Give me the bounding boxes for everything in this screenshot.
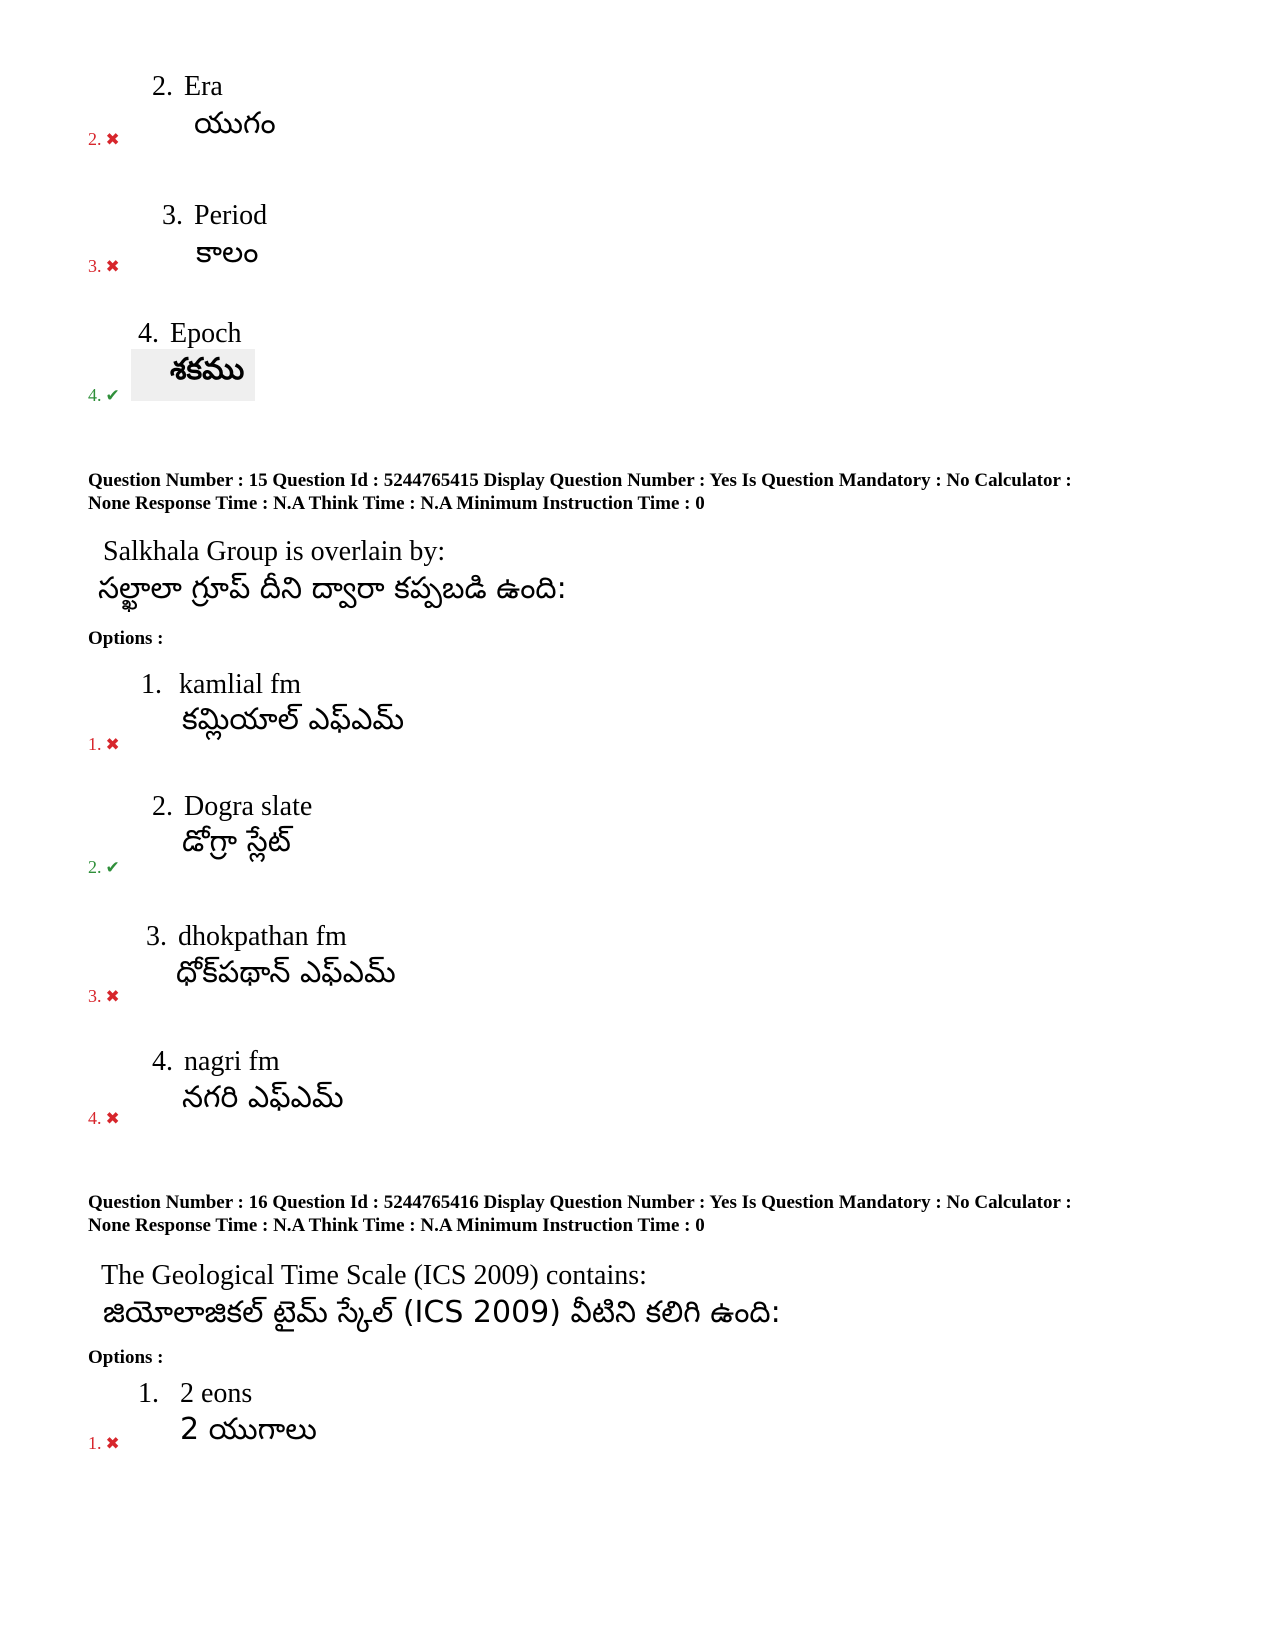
option-te: ధోక్‌పథాన్ ఎఫ్ఎమ్ <box>176 955 396 990</box>
option-en: 2. Dogra slate <box>152 791 313 822</box>
option-marker: 4. ✔ <box>88 385 120 405</box>
option-te: కాలం <box>196 235 259 270</box>
option-marker: 1. ✖ <box>88 1433 120 1453</box>
option-te: శకము <box>170 352 245 387</box>
option-en: 4. nagri fm <box>152 1046 280 1077</box>
option-en: 1. kamlial fm <box>141 669 302 700</box>
option-en: 2. Era <box>152 71 223 102</box>
option-te: డోగ్రా స్లేట్ <box>182 824 291 859</box>
cross-icon: ✖ <box>105 130 120 149</box>
option-en: 3. Period <box>162 200 268 231</box>
option-te: యుగం <box>194 106 276 141</box>
option-te: నగరి ఎఫ్ఎమ్ <box>182 1080 344 1115</box>
cross-icon: ✖ <box>105 987 120 1006</box>
question-text-te: సల్ఖాలా గ్రూప్ దీని ద్వారా కప్పబడి ఉంది: <box>98 571 567 606</box>
option-en: 4. Epoch <box>138 318 242 349</box>
check-icon: ✔ <box>105 858 120 877</box>
check-icon: ✔ <box>105 386 120 405</box>
option-marker: 3. ✖ <box>88 986 120 1006</box>
option-marker: 3. ✖ <box>88 256 120 276</box>
cross-icon: ✖ <box>105 735 120 754</box>
question-text-en: The Geological Time Scale (ICS 2009) contains: <box>101 1260 647 1291</box>
option-en: 1. 2 eons <box>138 1378 253 1409</box>
option-te: కమ్లియాల్ ఎఫ్ఎమ్ <box>182 702 405 737</box>
option-marker: 2. ✖ <box>88 129 120 149</box>
option-te: 2 యుగాలు <box>180 1412 317 1447</box>
option-marker: 1. ✖ <box>88 734 120 754</box>
options-label: Options : <box>88 1347 164 1368</box>
option-en: 3. dhokpathan fm <box>146 921 347 952</box>
option-marker: 2. ✔ <box>88 857 120 877</box>
cross-icon: ✖ <box>105 257 120 276</box>
question-text-te: జియోలాజికల్ టైమ్ స్కేల్ (ICS 2009) వీటిని కలిగి ఉంది: <box>103 1295 781 1330</box>
question-header: Question Number : 15 Question Id : 5244765415 Display Question Number : Yes Is Question Mandatory : No Calculator : None Response Time : N.A Think Time : N.A Minimum Instruction Time : 0 <box>88 470 1072 514</box>
option-marker: 4. ✖ <box>88 1108 120 1128</box>
cross-icon: ✖ <box>105 1434 120 1453</box>
options-label: Options : <box>88 628 164 649</box>
cross-icon: ✖ <box>105 1109 120 1128</box>
question-header: Question Number : 16 Question Id : 5244765416 Display Question Number : Yes Is Question Mandatory : No Calculator : None Response Time : N.A Think Time : N.A Minimum Instruction Time : 0 <box>88 1192 1072 1236</box>
question-text-en: Salkhala Group is overlain by: <box>103 536 446 567</box>
